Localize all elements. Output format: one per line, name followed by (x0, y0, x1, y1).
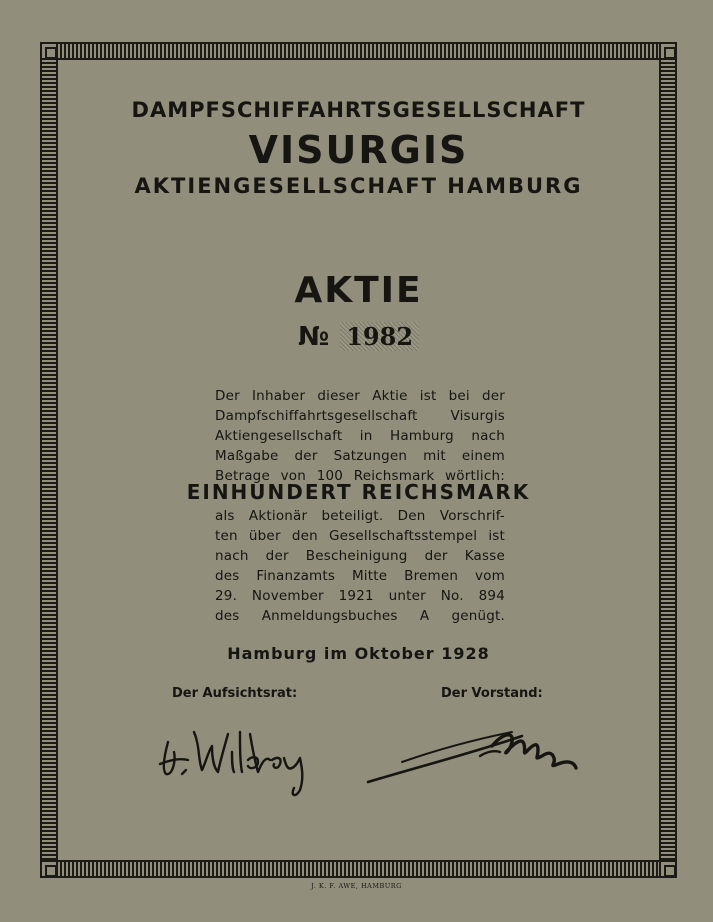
body-line: des Finanzamts Mitte Bremen vom (215, 568, 505, 584)
amount-in-words: EINHUNDERT REICHSMARK (186, 480, 531, 504)
body-line: Maßgabe der Satzungen mit einem (215, 448, 505, 464)
body-line: des Anmeldungsbuches A genügt. (215, 608, 505, 624)
supervisory-board-label: Der Aufsichtsrat: (172, 686, 298, 701)
body-line: nach der Bescheinigung der Kasse (215, 548, 505, 564)
body-paragraph-2 (215, 506, 505, 626)
corner-ornament-top-right (659, 42, 677, 60)
executive-board-signature (362, 722, 590, 792)
company-name-line3: AKTIENGESELLSCHAFT HAMBURG (134, 174, 583, 198)
body-line: Betrage von 100 Reichsmark wörtlich: (215, 468, 505, 484)
body-line: Aktiengesellschaft in Hamburg nach (215, 428, 505, 444)
corner-ornament-bottom-left (40, 860, 58, 878)
executive-board-label: Der Vorstand: (441, 686, 543, 701)
number-sign: № (297, 322, 331, 352)
corner-ornament-bottom-right (659, 860, 677, 878)
body-line: Der Inhaber dieser Aktie ist bei der (215, 388, 505, 404)
supervisory-board-signature (154, 712, 314, 802)
border-right (659, 42, 677, 878)
printer-imprint: J. K. F. AWE, HAMBURG (311, 882, 402, 890)
border-bottom (40, 860, 677, 878)
body-line: 29. November 1921 unter No. 894 (215, 588, 505, 604)
corner-ornament-top-left (40, 42, 58, 60)
border-left (40, 42, 58, 878)
number-value: 1982 (340, 322, 419, 351)
body-line: als Aktionär beteiligt. Den Vorschrif- (215, 508, 505, 524)
body-paragraph-1 (215, 386, 505, 486)
body-line: Dampfschiffahrtsgesellschaft Visurgis (215, 408, 505, 424)
company-name-line1: DAMPFSCHIFFAHRTSGESELLSCHAFT (131, 98, 586, 122)
certificate-number (58, 322, 659, 352)
border-top (40, 42, 677, 60)
body-line: ten über den Gesellschaftsstempel ist (215, 528, 505, 544)
company-name-visurgis: VISURGIS (248, 128, 469, 172)
certificate-title: AKTIE (294, 270, 423, 311)
place-and-date: Hamburg im Oktober 1928 (227, 644, 490, 663)
